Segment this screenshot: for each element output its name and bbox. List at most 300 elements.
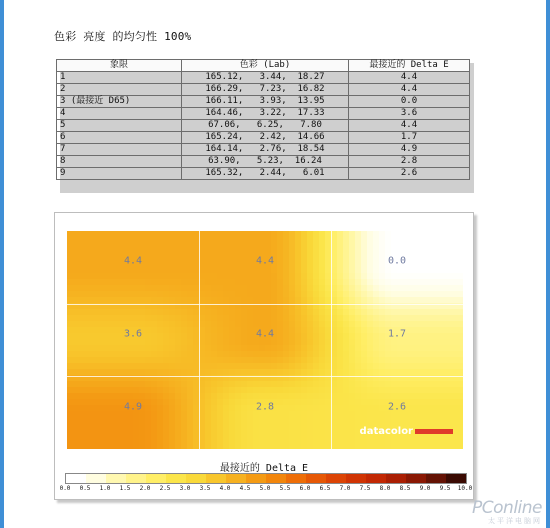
heatmap-cell bbox=[97, 369, 104, 376]
heatmap-cell bbox=[301, 339, 308, 346]
legend-tick-label: 5.5 bbox=[279, 485, 291, 492]
heatmap-cell bbox=[217, 447, 224, 449]
legend-tick-label: 4.5 bbox=[239, 485, 251, 492]
heatmap-cell bbox=[85, 399, 92, 406]
heatmap-cell bbox=[361, 249, 368, 256]
heatmap-cell bbox=[343, 357, 350, 364]
heatmap-cell bbox=[253, 369, 260, 376]
heatmap-cell bbox=[127, 429, 134, 436]
heatmap-cell bbox=[211, 429, 218, 436]
heatmap-cell bbox=[151, 399, 158, 406]
heatmap-cell bbox=[223, 405, 230, 412]
heatmap-cell bbox=[115, 429, 122, 436]
heatmap-cell bbox=[385, 363, 392, 370]
heatmap-cell bbox=[355, 309, 362, 316]
heatmap-cell bbox=[181, 321, 188, 328]
heatmap-cell bbox=[295, 237, 302, 244]
heatmap-cell bbox=[349, 243, 356, 250]
heatmap-cell bbox=[97, 339, 104, 346]
heatmap-cell bbox=[439, 393, 446, 400]
heatmap-cell bbox=[103, 417, 110, 424]
heatmap-cell bbox=[301, 267, 308, 274]
heatmap-cell bbox=[277, 255, 284, 262]
heatmap-cell bbox=[445, 441, 452, 448]
heatmap-cell bbox=[127, 267, 134, 274]
table-row bbox=[57, 96, 470, 108]
heatmap-cell bbox=[349, 255, 356, 262]
heatmap-cell bbox=[361, 405, 368, 412]
heatmap-cell bbox=[205, 309, 212, 316]
heatmap-cell bbox=[181, 441, 188, 448]
heatmap-cell bbox=[439, 369, 446, 376]
heatmap-cell bbox=[103, 363, 110, 370]
heatmap-cell bbox=[409, 381, 416, 388]
heatmap-cell bbox=[445, 315, 452, 322]
cell-quadrant: 1 bbox=[57, 72, 182, 84]
heatmap-cell bbox=[457, 393, 463, 400]
heatmap-cell bbox=[187, 345, 194, 352]
heatmap-cell bbox=[187, 315, 194, 322]
heatmap-cell bbox=[319, 387, 326, 394]
heatmap-cell bbox=[241, 351, 248, 358]
heatmap-cell bbox=[343, 321, 350, 328]
legend-color-cell bbox=[386, 474, 406, 483]
heatmap-cell bbox=[235, 345, 242, 352]
heatmap-cell bbox=[445, 387, 452, 394]
heatmap-cell bbox=[91, 363, 98, 370]
heatmap-cell bbox=[319, 327, 326, 334]
heatmap-cell bbox=[163, 243, 170, 250]
heatmap-cell bbox=[73, 333, 80, 340]
heatmap-cell bbox=[211, 351, 218, 358]
heatmap-cell bbox=[277, 411, 284, 418]
heatmap-cell bbox=[223, 255, 230, 262]
legend-color-cell bbox=[366, 474, 386, 483]
heatmap-cell bbox=[217, 261, 224, 268]
heatmap-cell bbox=[271, 387, 278, 394]
heatmap-cell bbox=[121, 297, 128, 304]
heatmap-cell bbox=[379, 381, 386, 388]
heatmap-plot bbox=[67, 231, 463, 449]
heatmap-cell bbox=[241, 387, 248, 394]
heatmap-cell bbox=[235, 441, 242, 448]
heatmap-cell bbox=[439, 345, 446, 352]
heatmap-cell bbox=[67, 261, 74, 268]
heatmap-cell bbox=[139, 237, 146, 244]
heatmap-cell bbox=[97, 249, 104, 256]
heatmap-cell bbox=[223, 321, 230, 328]
heatmap-cell bbox=[313, 291, 320, 298]
heatmap-cell bbox=[337, 393, 344, 400]
heatmap-cell bbox=[307, 435, 314, 442]
heatmap-cell bbox=[385, 279, 392, 286]
heatmap-cell bbox=[349, 279, 356, 286]
heatmap-cell bbox=[175, 441, 182, 448]
heatmap-cell bbox=[229, 363, 236, 370]
heatmap-cell bbox=[133, 351, 140, 358]
heatmap-cell bbox=[283, 399, 290, 406]
heatmap-cell bbox=[157, 273, 164, 280]
heatmap-cell bbox=[235, 369, 242, 376]
heatmap-cell bbox=[373, 351, 380, 358]
heatmap-cell bbox=[271, 417, 278, 424]
heatmap-cell bbox=[421, 255, 428, 262]
heatmap-cell bbox=[433, 381, 440, 388]
heatmap-cell bbox=[367, 321, 374, 328]
heatmap-cell bbox=[205, 297, 212, 304]
heatmap-cell bbox=[373, 417, 380, 424]
legend-tick-label: 10.0 bbox=[457, 485, 473, 492]
heatmap-cell bbox=[259, 381, 266, 388]
heatmap-cell bbox=[79, 429, 86, 436]
heatmap-cell bbox=[451, 267, 458, 274]
heatmap-cell bbox=[337, 351, 344, 358]
heatmap-cell bbox=[457, 267, 463, 274]
heatmap-cell bbox=[277, 273, 284, 280]
heatmap-cell bbox=[403, 231, 410, 238]
heatmap-cell bbox=[343, 405, 350, 412]
heatmap-cell bbox=[361, 327, 368, 334]
heatmap-cell bbox=[151, 393, 158, 400]
heatmap-cell bbox=[295, 381, 302, 388]
heatmap-cell bbox=[163, 381, 170, 388]
table-row bbox=[57, 84, 470, 96]
heatmap-cell bbox=[445, 231, 452, 238]
heatmap-cell bbox=[427, 441, 434, 448]
heatmap-cell bbox=[181, 231, 188, 238]
heatmap-cell bbox=[211, 237, 218, 244]
heatmap-cell bbox=[409, 273, 416, 280]
heatmap-cell bbox=[67, 393, 74, 400]
heatmap-cell bbox=[241, 249, 248, 256]
heatmap-cell bbox=[409, 237, 416, 244]
heatmap-cell bbox=[235, 381, 242, 388]
heatmap-cell bbox=[379, 255, 386, 262]
heatmap-cell bbox=[457, 327, 463, 334]
heatmap-cell bbox=[109, 327, 116, 334]
heatmap-cell bbox=[385, 267, 392, 274]
heatmap-cell bbox=[319, 231, 326, 238]
heatmap-cell bbox=[223, 249, 230, 256]
heatmap-cell bbox=[391, 339, 398, 346]
heatmap-cell bbox=[151, 357, 158, 364]
heatmap-cell bbox=[361, 291, 368, 298]
heatmap-cell bbox=[409, 363, 416, 370]
heatmap-cell bbox=[163, 357, 170, 364]
heatmap-cell bbox=[445, 417, 452, 424]
heatmap-cell bbox=[337, 279, 344, 286]
heatmap-cell bbox=[409, 405, 416, 412]
heatmap-cell bbox=[205, 315, 212, 322]
heatmap-cell bbox=[427, 405, 434, 412]
heatmap-cell bbox=[163, 441, 170, 448]
heatmap-cell bbox=[169, 429, 176, 436]
heatmap-cell bbox=[295, 357, 302, 364]
heatmap-cell bbox=[151, 435, 158, 442]
heatmap-cell bbox=[445, 309, 452, 316]
heatmap-cell bbox=[367, 387, 374, 394]
heatmap-cell bbox=[283, 249, 290, 256]
heatmap-cell bbox=[451, 321, 458, 328]
heatmap-cell bbox=[79, 231, 86, 238]
heatmap-cell bbox=[205, 351, 212, 358]
heatmap-cell bbox=[121, 279, 128, 286]
heatmap-cell bbox=[109, 363, 116, 370]
heatmap-cell bbox=[109, 423, 116, 430]
zone-value-label: 4.4 bbox=[255, 328, 275, 340]
heatmap-cell bbox=[181, 351, 188, 358]
heatmap-cell bbox=[67, 315, 74, 322]
heatmap-cell bbox=[361, 357, 368, 364]
heatmap-cell bbox=[67, 267, 74, 274]
heatmap-cell bbox=[133, 273, 140, 280]
heatmap-cell bbox=[127, 447, 134, 449]
heatmap-cell bbox=[217, 411, 224, 418]
heatmap-cell bbox=[289, 279, 296, 286]
heatmap-cell bbox=[289, 243, 296, 250]
heatmap-cell bbox=[115, 321, 122, 328]
heatmap-cell bbox=[439, 267, 446, 274]
heatmap-cell bbox=[385, 309, 392, 316]
heatmap-cell bbox=[433, 249, 440, 256]
heatmap-cell bbox=[109, 279, 116, 286]
heatmap-cell bbox=[217, 285, 224, 292]
legend-tick-label: 6.5 bbox=[319, 485, 331, 492]
heatmap-cell bbox=[121, 357, 128, 364]
heatmap-cell bbox=[265, 435, 272, 442]
header-lab: 色彩 (Lab) bbox=[182, 60, 349, 72]
heatmap-cell bbox=[403, 363, 410, 370]
heatmap-cell bbox=[217, 309, 224, 316]
heatmap-cell bbox=[139, 417, 146, 424]
legend-color-cell bbox=[166, 474, 186, 483]
heatmap-cell bbox=[91, 297, 98, 304]
heatmap-cell bbox=[319, 363, 326, 370]
heatmap-cell bbox=[283, 279, 290, 286]
heatmap-cell bbox=[217, 297, 224, 304]
heatmap-cell bbox=[451, 315, 458, 322]
heatmap-cell bbox=[307, 249, 314, 256]
heatmap-cell bbox=[289, 429, 296, 436]
heatmap-cell bbox=[313, 315, 320, 322]
heatmap-cell bbox=[313, 255, 320, 262]
heatmap-cell bbox=[181, 297, 188, 304]
legend-tick-label: 6.0 bbox=[299, 485, 311, 492]
heatmap-cell bbox=[301, 255, 308, 262]
heatmap-cell bbox=[139, 291, 146, 298]
heatmap-cell bbox=[241, 435, 248, 442]
heatmap-cell bbox=[133, 339, 140, 346]
heatmap-cell bbox=[139, 321, 146, 328]
heatmap-cell bbox=[439, 333, 446, 340]
heatmap-cell bbox=[151, 231, 158, 238]
heatmap-cell bbox=[97, 237, 104, 244]
heatmap-cell bbox=[313, 411, 320, 418]
heatmap-cell bbox=[211, 273, 218, 280]
heatmap-cell bbox=[295, 327, 302, 334]
heatmap-cell bbox=[367, 297, 374, 304]
heatmap-cell bbox=[247, 321, 254, 328]
heatmap-cell bbox=[271, 363, 278, 370]
heatmap-cell bbox=[67, 405, 74, 412]
heatmap-cell bbox=[91, 429, 98, 436]
heatmap-cell bbox=[349, 393, 356, 400]
heatmap-cell bbox=[439, 387, 446, 394]
heatmap-cell bbox=[415, 285, 422, 292]
heatmap-cell bbox=[271, 357, 278, 364]
heatmap-cell bbox=[301, 399, 308, 406]
heatmap-cell bbox=[421, 327, 428, 334]
heatmap-cell bbox=[247, 417, 254, 424]
heatmap-cell bbox=[187, 285, 194, 292]
heatmap-cell bbox=[169, 441, 176, 448]
heatmap-cell bbox=[157, 363, 164, 370]
heatmap-cell bbox=[127, 417, 134, 424]
heatmap-cell bbox=[205, 249, 212, 256]
heatmap-cell bbox=[235, 249, 242, 256]
heatmap-cell bbox=[433, 255, 440, 262]
cell-quadrant: 9 bbox=[57, 168, 182, 180]
heatmap-cell bbox=[433, 369, 440, 376]
heatmap-cell bbox=[283, 321, 290, 328]
heatmap-cell bbox=[145, 321, 152, 328]
heatmap-cell bbox=[337, 345, 344, 352]
zone-value-label: 1.7 bbox=[387, 328, 407, 340]
heatmap-cell bbox=[343, 423, 350, 430]
heatmap-cell bbox=[271, 429, 278, 436]
heatmap-cell bbox=[433, 363, 440, 370]
heatmap-cell bbox=[157, 291, 164, 298]
heatmap-cell bbox=[109, 273, 116, 280]
heatmap-cell bbox=[349, 267, 356, 274]
heatmap-cell bbox=[397, 369, 404, 376]
heatmap-cell bbox=[241, 237, 248, 244]
heatmap-cell bbox=[259, 309, 266, 316]
heatmap-cell bbox=[445, 369, 452, 376]
heatmap-cell bbox=[241, 405, 248, 412]
heatmap-cell bbox=[265, 297, 272, 304]
heatmap-cell bbox=[175, 249, 182, 256]
heatmap-cell bbox=[247, 399, 254, 406]
heatmap-cell bbox=[169, 255, 176, 262]
heatmap-cell bbox=[403, 273, 410, 280]
heatmap-cell bbox=[115, 387, 122, 394]
heatmap-cell bbox=[451, 309, 458, 316]
heatmap-cell bbox=[307, 345, 314, 352]
heatmap-cell bbox=[397, 417, 404, 424]
heatmap-cell bbox=[241, 339, 248, 346]
heatmap-cell bbox=[115, 243, 122, 250]
heatmap-cell bbox=[175, 273, 182, 280]
heatmap-cell bbox=[265, 345, 272, 352]
heatmap-cell bbox=[151, 423, 158, 430]
heatmap-cell bbox=[115, 339, 122, 346]
heatmap-cell bbox=[139, 423, 146, 430]
heatmap-cell bbox=[373, 279, 380, 286]
heatmap-cell bbox=[457, 381, 463, 388]
heatmap-cell bbox=[379, 261, 386, 268]
heatmap-cell bbox=[103, 255, 110, 262]
heatmap-cell bbox=[211, 417, 218, 424]
heatmap-cell bbox=[277, 351, 284, 358]
zone-value-label: 4.4 bbox=[123, 255, 143, 267]
cell-lab: 166.29, 7.23, 16.82 bbox=[182, 84, 349, 96]
legend-tick-label: 5.0 bbox=[259, 485, 271, 492]
heatmap-cell bbox=[361, 339, 368, 346]
heatmap-cell bbox=[445, 381, 452, 388]
heatmap-cell bbox=[391, 279, 398, 286]
heatmap-cell bbox=[151, 429, 158, 436]
heatmap-cell bbox=[355, 327, 362, 334]
heatmap-cell bbox=[301, 423, 308, 430]
heatmap-cell bbox=[79, 381, 86, 388]
heatmap-cell bbox=[343, 441, 350, 448]
heatmap-cell bbox=[217, 351, 224, 358]
heatmap-cell bbox=[355, 387, 362, 394]
heatmap-cell bbox=[355, 369, 362, 376]
heatmap-cell bbox=[307, 291, 314, 298]
heatmap-cell bbox=[229, 267, 236, 274]
heatmap-cell bbox=[403, 447, 410, 449]
heatmap-cell bbox=[97, 321, 104, 328]
heatmap-cell bbox=[295, 423, 302, 430]
heatmap-cell bbox=[103, 429, 110, 436]
heatmap-cell bbox=[361, 273, 368, 280]
heatmap-cell bbox=[79, 345, 86, 352]
heatmap-cell bbox=[421, 279, 428, 286]
heatmap-cell bbox=[421, 321, 428, 328]
heatmap-cell bbox=[229, 249, 236, 256]
heatmap-cell bbox=[127, 387, 134, 394]
heatmap-cell bbox=[397, 243, 404, 250]
heatmap-cell bbox=[307, 363, 314, 370]
heatmap-cell bbox=[397, 387, 404, 394]
heatmap-cell bbox=[181, 423, 188, 430]
heatmap-cell bbox=[289, 387, 296, 394]
heatmap-cell bbox=[127, 315, 134, 322]
heatmap-cell bbox=[151, 345, 158, 352]
heatmap-cell bbox=[181, 393, 188, 400]
heatmap-cell bbox=[349, 399, 356, 406]
heatmap-cell bbox=[211, 327, 218, 334]
heatmap-cell bbox=[121, 417, 128, 424]
heatmap-cell bbox=[139, 429, 146, 436]
heatmap-cell bbox=[283, 423, 290, 430]
heatmap-cell bbox=[139, 243, 146, 250]
heatmap-cell bbox=[85, 333, 92, 340]
heatmap-cell bbox=[391, 393, 398, 400]
heatmap-cell bbox=[217, 357, 224, 364]
heatmap-cell bbox=[91, 339, 98, 346]
heatmap-cell bbox=[85, 417, 92, 424]
heatmap-cell bbox=[397, 339, 404, 346]
heatmap-cell bbox=[73, 309, 80, 316]
heatmap-cell bbox=[121, 231, 128, 238]
heatmap-cell bbox=[223, 273, 230, 280]
heatmap-cell bbox=[301, 243, 308, 250]
heatmap-cell bbox=[349, 435, 356, 442]
heatmap-cell bbox=[433, 399, 440, 406]
heatmap-cell bbox=[223, 411, 230, 418]
heatmap-cell bbox=[349, 297, 356, 304]
heatmap-cell bbox=[283, 405, 290, 412]
heatmap-cell bbox=[97, 255, 104, 262]
heatmap-cell bbox=[109, 315, 116, 322]
heatmap-cell bbox=[79, 441, 86, 448]
heatmap-cell bbox=[415, 369, 422, 376]
heatmap-cell bbox=[241, 255, 248, 262]
heatmap-cell bbox=[307, 327, 314, 334]
